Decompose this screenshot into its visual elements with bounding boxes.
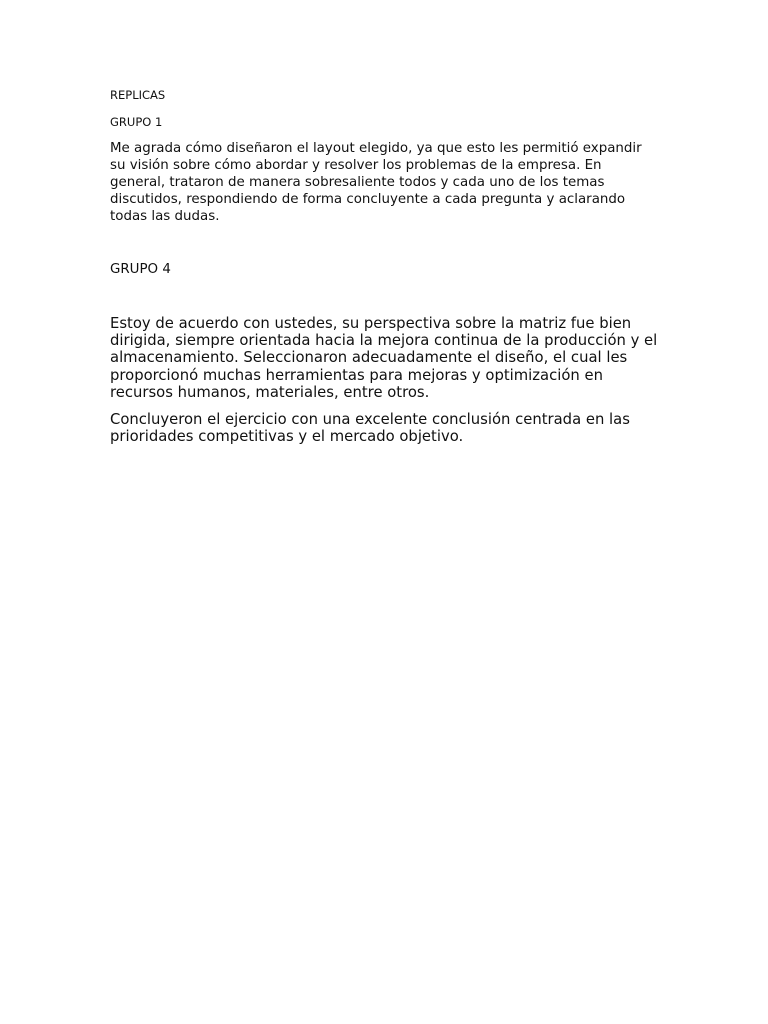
paragraph-grupo-1: Me agrada cómo diseñaron el layout elegido, ya que esto les permitió expandir su visión sobre cómo abordar y resolver los problemas de la empresa. En general, trataron de manera sobresaliente todos y cada uno de los temas discutidos, respondiendo de forma concluyente a cada pregunta y aclarando todas las dudas. [110, 141, 642, 224]
section-title-grupo-1: GRUPO 1 [110, 115, 163, 129]
paragraph-grupo-4-1: Estoy de acuerdo con ustedes, su perspectiva sobre la matriz fue bien dirigida, siempre orientada hacia la mejora continua de la producción y el almacenamiento. Seleccionaron adecuadamente el diseño, el cual les proporcionó muchas herramientas para mejoras y optimización en recursos humanos, materiales, entre otros. [110, 315, 658, 401]
section-title-grupo-4: GRUPO 4 [110, 262, 171, 277]
paragraph-grupo-4-2: Concluyeron el ejercicio con una excelente conclusión centrada en las prioridades competitivas y el mercado objetivo. [110, 411, 630, 446]
document-heading: REPLICAS [110, 88, 166, 102]
